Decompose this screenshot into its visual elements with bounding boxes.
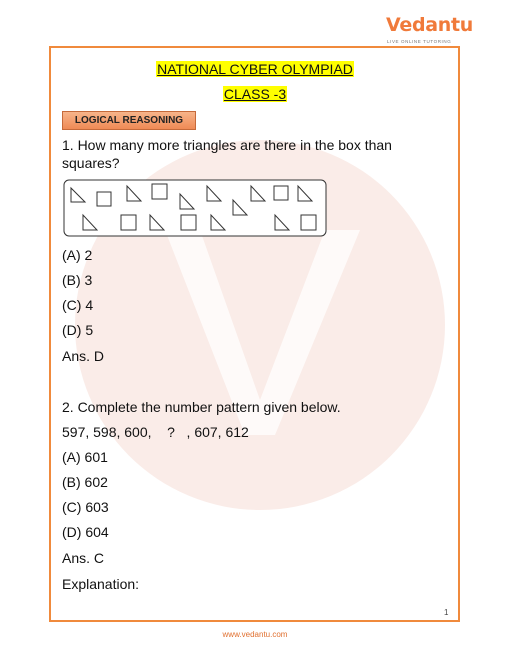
vedantu-logo xyxy=(386,14,476,48)
explanation-label: Explanation: xyxy=(62,576,140,592)
page-border xyxy=(49,46,460,622)
q2-option-b: (B) 602 xyxy=(62,474,108,490)
document-title: NATIONAL CYBER OLYMPIAD xyxy=(157,61,353,77)
shapes-box xyxy=(63,179,327,237)
logo-tagline: LIVE ONLINE TUTORING xyxy=(387,39,452,44)
logo-text: Vedantu xyxy=(386,14,474,36)
footer-link[interactable]: www.vedantu.com xyxy=(222,630,288,639)
q1-option-c: (C) 4 xyxy=(62,297,94,313)
q1-option-a: (A) 2 xyxy=(62,247,93,263)
q2-option-c: (C) 603 xyxy=(62,499,109,515)
q2-text: 2. Complete the number pattern given below. xyxy=(62,399,341,415)
section-tag: LOGICAL REASONING xyxy=(62,111,196,130)
class-label: CLASS -3 xyxy=(223,86,287,102)
q1-text-line2: squares? xyxy=(62,155,120,171)
q2-option-d: (D) 604 xyxy=(62,524,109,540)
q1-answer: Ans. D xyxy=(62,348,105,364)
q2-answer: Ans. C xyxy=(62,550,105,566)
page-number: 1 xyxy=(444,608,449,617)
q1-option-d: (D) 5 xyxy=(62,322,94,338)
q1-option-b: (B) 3 xyxy=(62,272,93,288)
q1-text-line1: 1. How many more triangles are there in the box than xyxy=(62,137,392,153)
q2-option-a: (A) 601 xyxy=(62,449,108,465)
q2-pattern: 597, 598, 600, ? , 607, 612 xyxy=(62,424,249,440)
